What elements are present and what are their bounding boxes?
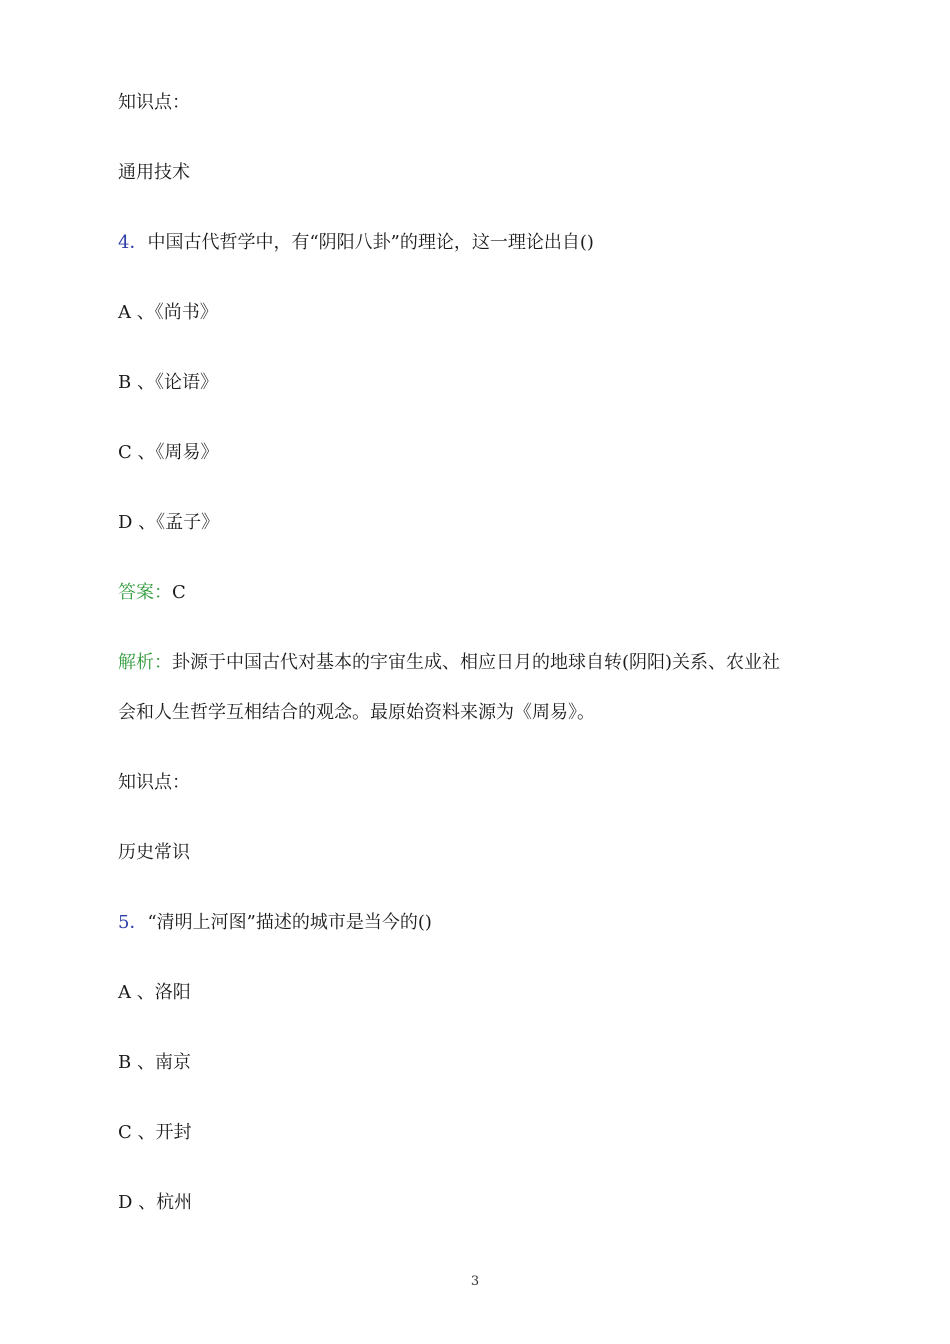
page-number: 3 (470, 1274, 480, 1289)
option-a: A 、《尚书》 (118, 302, 218, 323)
option-c: C 、开封 (118, 1122, 192, 1143)
analysis-line-2: 会和人生哲学互相结合的观念。最原始资料来源为《周易》。 (118, 702, 595, 723)
question-text: 中国古代哲学中，有“阴阳八卦”的理论，这一理论出自() (147, 232, 594, 253)
option-c: C 、《周易》 (118, 442, 219, 463)
option-d: D 、《孟子》 (118, 512, 220, 533)
question-4 (118, 231, 594, 255)
option-a: A 、洛阳 (118, 982, 191, 1003)
option-b: B 、南京 (118, 1052, 191, 1073)
question-text: “清明上河图”描述的城市是当今的() (147, 912, 432, 933)
knowledge-label: 知识点： (118, 772, 190, 793)
question-number: 5． (118, 912, 148, 933)
question-5 (118, 911, 432, 935)
knowledge-label: 知识点： (118, 92, 190, 113)
answer (118, 581, 186, 605)
knowledge-value: 通用技术 (118, 162, 190, 183)
option-b: B 、《论语》 (118, 372, 218, 393)
answer-value: C (172, 582, 186, 603)
analysis-text: 卦源于中国古代对基本的宇宙生成、相应日月的地球自转(阴阳)关系、农业社 (172, 652, 781, 673)
answer-label: 答案： (118, 582, 172, 603)
question-number: 4． (118, 232, 148, 253)
knowledge-value: 历史常识 (118, 842, 190, 863)
analysis-label: 解析： (118, 652, 172, 673)
analysis-line-1 (118, 651, 780, 675)
option-d: D 、杭州 (118, 1192, 193, 1213)
